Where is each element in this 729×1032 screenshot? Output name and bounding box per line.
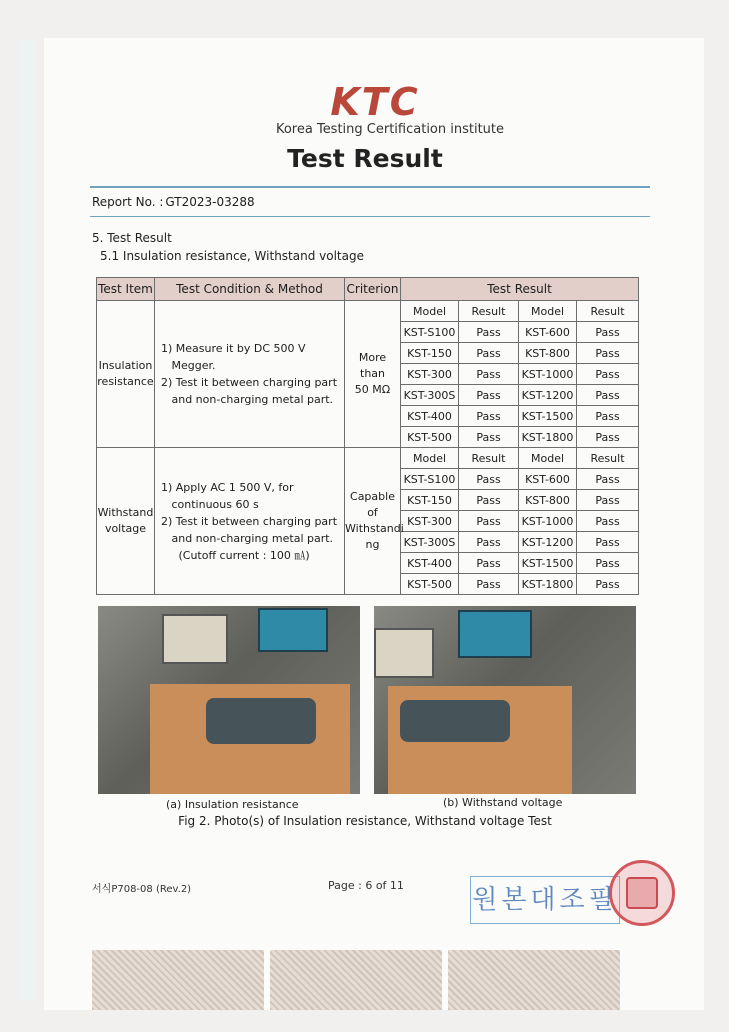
model-cell: KST-300S: [401, 385, 459, 406]
condition-cell-line: 2) Test it between charging part: [161, 514, 338, 528]
header-criterion: Criterion: [345, 278, 401, 301]
model-cell: KST-500: [401, 427, 459, 448]
result-cell: Pass: [459, 532, 519, 553]
result-cell: Pass: [577, 385, 639, 406]
result-cell: Pass: [577, 469, 639, 490]
section-heading: 5. Test Result: [92, 231, 172, 245]
result-cell: Pass: [459, 469, 519, 490]
criterion-cell: [345, 448, 404, 595]
condition-cell-line: 2) Test it between charging part: [161, 376, 338, 389]
model-cell: KST-800: [519, 343, 577, 364]
header-test-result: Test Result: [401, 278, 639, 301]
test-item-cell: [97, 301, 155, 448]
model-cell: KST-S100: [401, 322, 459, 343]
model-cell: KST-500: [401, 574, 459, 595]
photo-insulation-resistance: [98, 606, 360, 794]
result-cell: Pass: [577, 532, 639, 553]
result-cell: Pass: [459, 343, 519, 364]
subheader-cell: Result: [459, 301, 519, 322]
section-subheading: 5.1 Insulation resistance, Withstand voltage: [100, 249, 364, 263]
condition-cell: [155, 301, 345, 448]
criterion-cell-line: of: [367, 506, 378, 519]
table-subheader-row: [97, 448, 639, 469]
model-cell: KST-1200: [519, 385, 577, 406]
result-cell: Pass: [459, 322, 519, 343]
scan-band-2: [270, 950, 442, 1010]
test-result-table: [96, 277, 639, 595]
criterion-cell-line: Withstandi: [345, 522, 404, 535]
scan-band-3: [448, 950, 620, 1010]
subheader-cell: Model: [401, 301, 459, 322]
result-cell: Pass: [459, 574, 519, 595]
header-condition: Test Condition & Method: [155, 278, 345, 301]
model-cell: KST-300: [401, 511, 459, 532]
subheader-cell: Result: [577, 448, 639, 469]
result-cell: Pass: [577, 406, 639, 427]
certified-copy-stamp: 원본대조필: [470, 876, 620, 924]
test-item-cell-line: Withstand: [97, 506, 154, 519]
caption-a: (a) Insulation resistance: [166, 798, 299, 811]
result-cell: Pass: [577, 511, 639, 532]
condition-cell-line: continuous 60 s: [161, 497, 259, 511]
model-cell: KST-1500: [519, 406, 577, 427]
condition-cell-line: and non-charging metal part.: [161, 531, 334, 545]
subheader-cell: Result: [577, 301, 639, 322]
condition-cell-line: Megger.: [161, 359, 216, 372]
result-cell: Pass: [577, 322, 639, 343]
model-cell: KST-150: [401, 343, 459, 364]
result-cell: Pass: [577, 574, 639, 595]
condition-cell-line: 1) Apply AC 1 500 V, for: [161, 480, 294, 494]
page-title: Test Result: [287, 144, 443, 173]
model-cell: KST-1800: [519, 574, 577, 595]
page-number: Page : 6 of 11: [328, 879, 404, 892]
institute-name: Korea Testing Certification institute: [275, 122, 505, 137]
model-cell: KST-300S: [401, 532, 459, 553]
photo-withstand-voltage: [374, 606, 636, 794]
result-cell: Pass: [459, 385, 519, 406]
result-cell: Pass: [577, 553, 639, 574]
report-number: GT2023-03288: [165, 195, 255, 209]
test-item-cell: [97, 448, 155, 595]
model-cell: KST-300: [401, 364, 459, 385]
subheader-cell: Result: [459, 448, 519, 469]
result-cell: Pass: [459, 406, 519, 427]
model-cell: KST-600: [519, 322, 577, 343]
header-test-item: Test Item: [97, 278, 155, 301]
condition-cell-line: and non-charging metal part.: [161, 393, 334, 406]
result-cell: Pass: [459, 511, 519, 532]
result-cell: Pass: [459, 364, 519, 385]
table-subheader-row: [97, 301, 639, 322]
scan-band-1: [92, 950, 264, 1010]
model-cell: KST-S100: [401, 469, 459, 490]
model-cell: KST-800: [519, 490, 577, 511]
condition-cell-line: (Cutoff current : 100 ㎃): [161, 548, 310, 562]
report-label: Report No. :: [92, 195, 164, 209]
result-cell: Pass: [577, 490, 639, 511]
test-item-cell-line: resistance: [97, 375, 154, 388]
condition-cell: [155, 448, 345, 595]
result-cell: Pass: [459, 427, 519, 448]
subheader-cell: Model: [519, 448, 577, 469]
report-number-row: [90, 186, 650, 217]
result-cell: Pass: [577, 343, 639, 364]
model-cell: KST-1000: [519, 364, 577, 385]
caption-b: (b) Withstand voltage: [443, 796, 563, 809]
criterion-cell-line: than: [360, 367, 385, 380]
model-cell: KST-1200: [519, 532, 577, 553]
result-cell: Pass: [577, 427, 639, 448]
figure-caption: Fig 2. Photo(s) of Insulation resistance, Withstand voltage Test: [178, 814, 552, 828]
test-item-cell-line: Insulation: [98, 359, 153, 372]
subheader-cell: Model: [519, 301, 577, 322]
subheader-cell: Model: [401, 448, 459, 469]
model-cell: KST-400: [401, 553, 459, 574]
result-cell: Pass: [577, 364, 639, 385]
result-cell: Pass: [459, 490, 519, 511]
model-cell: KST-1500: [519, 553, 577, 574]
result-cell: Pass: [459, 553, 519, 574]
scan-edge: [18, 40, 36, 1000]
test-item-cell-line: voltage: [104, 522, 147, 535]
table-header-row: [97, 278, 639, 301]
condition-cell-line: 1) Measure it by DC 500 V: [161, 342, 306, 355]
model-cell: KST-150: [401, 490, 459, 511]
model-cell: KST-1000: [519, 511, 577, 532]
model-cell: KST-400: [401, 406, 459, 427]
model-cell: KST-1800: [519, 427, 577, 448]
criterion-cell-line: Capable: [350, 490, 395, 503]
ktc-logo: KTC: [330, 80, 420, 124]
red-seal: [609, 860, 675, 926]
criterion-cell-line: 50 MΩ: [354, 383, 391, 396]
form-code: 서식P708-08 (Rev.2): [92, 884, 192, 895]
model-cell: KST-600: [519, 469, 577, 490]
criterion-cell: [345, 301, 401, 448]
criterion-cell-line: ng: [365, 538, 380, 551]
criterion-cell-line: More: [358, 351, 387, 364]
